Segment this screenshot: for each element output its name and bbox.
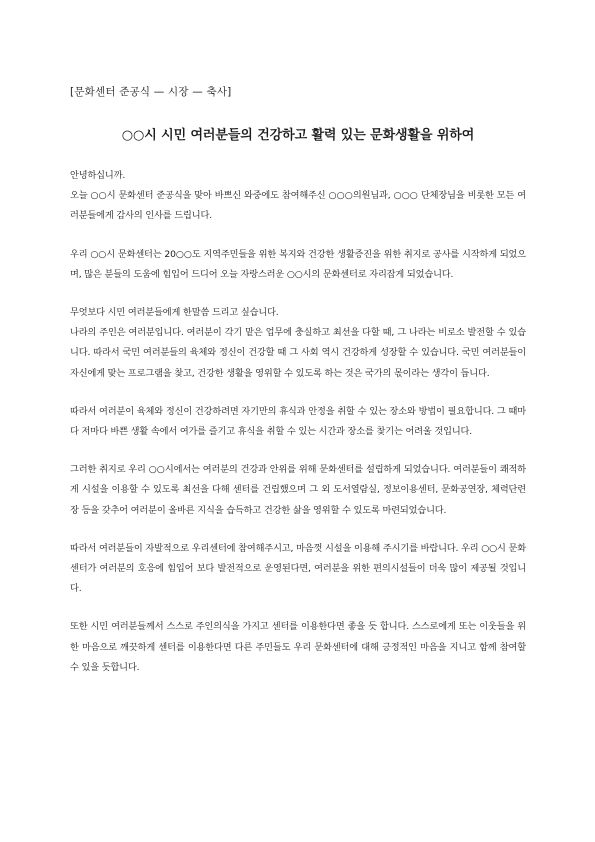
speech-title: ○○시 시민 여러분들의 건강하고 활력 있는 문화생활을 위하여 (121, 128, 475, 143)
paragraph-participation-request: 따라서 여러분들이 자발적으로 우리센터에 참여해주시고, 마음껏 시설을 이용해 주시기를 바랍니다. 우리 ○○시 문화센터가 여러분의 호응에 힘입어 보다 발전적으로 운영된다면, 여러분을 위한 편의시설들이 더욱 많이 제공될 것입니다. (70, 542, 526, 595)
document-category-tag: [문화센터 준공식 — 시장 — 축사] (70, 86, 232, 98)
document-page (70, 86, 526, 696)
paragraph-citizens-role: 나라의 주인은 여러분입니다. 여러분이 각기 맡은 업무에 충실하고 최선을 다할 때, 그 나라는 비로소 발전할 수 있습니다. 따라서 국민 여러분들의 육체와 정신이 건강할 때 그 사회 역시 건강하게 성장할 수 있습니다. 국민 여러분들이 자신에게 맞는 프로그램을 찾고, 건강한 생활을 영위할 수 있도록 하는 것은 국가의 몫이라는 생각이 듭니다. (70, 327, 526, 379)
greeting-line: 안녕하십니까. (70, 170, 126, 181)
paragraph-center-facilities: 그러한 취지로 우리 ○○시에서는 여러분의 건강과 안위를 위해 문화센터를 설립하게 되었습니다. 여러분들이 쾌적하게 시설을 이용할 수 있도록 최선을 다해 센터를 건립했으며 그 외 도서열람실, 정보이용센터, 문화공연장, 체력단련장 등을 갖추어 여러분이 올바른 지식을 습득하고 건강한 삶을 영위할 수 있도록 마련되었습니다. (70, 464, 526, 516)
paragraph-center-history: 우리 ○○시 문화센터는 20○○도 지역주민들을 위한 복지와 건강한 생활증진을 위한 취지로 공사를 시작하게 되었으며, 많은 분들의 도움에 힘입어 드디어 오늘 자랑스러운 ○○시의 문화센터로 자리잡게 되었습니다. (70, 248, 526, 280)
paragraph-opening-thanks: 오늘 ○○시 문화센터 준공식을 맞아 바쁘신 와중에도 참여해주신 ○○○의원님과, ○○○ 단체장님을 비롯한 모든 여러분들에게 감사의 인사를 드립니다. (70, 190, 526, 222)
paragraph-address-intro: 무엇보다 시민 여러분들에게 한말씀 드리고 싶습니다. (70, 307, 279, 319)
paragraph-need-for-rest: 따라서 여러분이 육체와 정신이 건강하려면 자기만의 휴식과 안정을 취할 수 있는 장소와 방법이 필요합니다. 그 때마다 저마다 바쁜 생활 속에서 여가를 즐기고 휴식을 취할 수 있는 시간과 장소를 찾기는 어려울 것입니다. (70, 405, 526, 438)
paragraph-ownership-closing: 또한 시민 여러분들께서 스스로 주인의식을 가지고 센터를 이용한다면 좋을 듯 합니다. 스스로에게 또는 이웃들을 위한 마음으로 깨끗하게 센터를 이용한다면 다른 주민들도 우리 문화센터에 대해 긍정적인 마음을 지니고 함께 참여할 수 있을 듯합니다. (70, 621, 526, 673)
